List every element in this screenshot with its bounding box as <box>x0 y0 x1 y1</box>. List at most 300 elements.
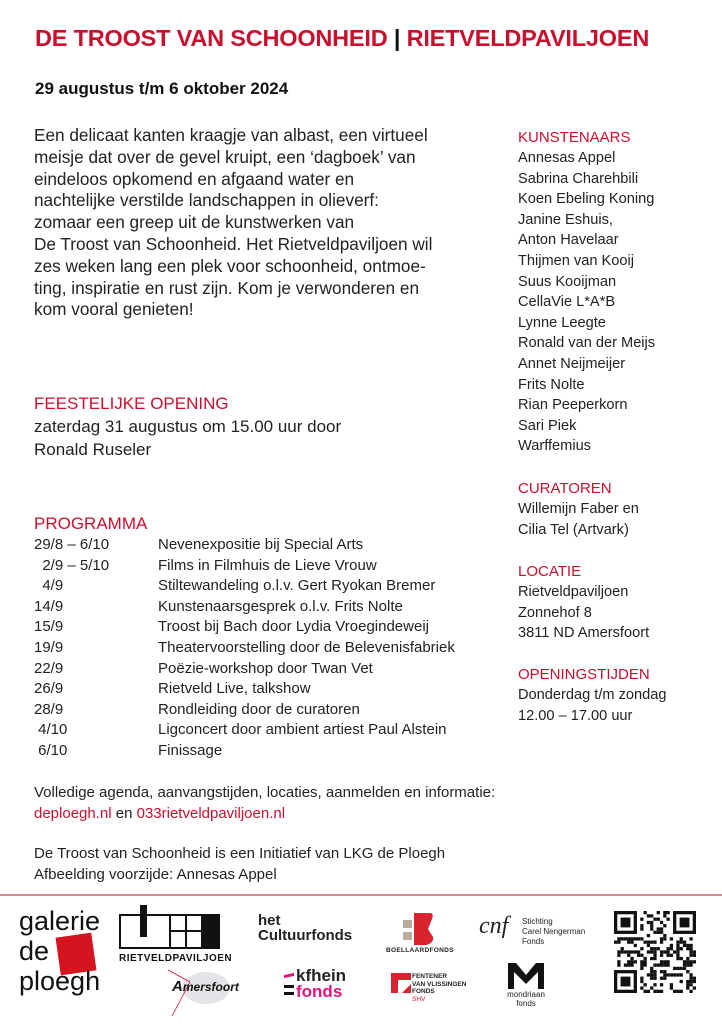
qr-module <box>653 957 656 960</box>
intro-line: nachtelijke verstilde landschappen in olieverf: <box>34 190 379 211</box>
qr-module <box>680 957 683 960</box>
logo-word: ploegh <box>19 966 101 996</box>
qr-module <box>663 950 666 953</box>
qr-module <box>650 973 653 976</box>
programma-date: 14/9 <box>34 597 64 615</box>
logo-word: Cultuurfonds <box>258 927 353 944</box>
amersfoort-logo <box>172 978 239 995</box>
qr-module <box>647 950 650 953</box>
logo-word: SHV <box>412 995 426 1003</box>
qr-module <box>676 941 679 944</box>
qr-module <box>660 983 663 986</box>
qr-module <box>627 960 630 963</box>
programma-row <box>34 741 455 762</box>
logo-word: mondriaan <box>507 990 545 999</box>
logo-word: Stichting <box>522 917 553 926</box>
qr-module <box>673 973 676 976</box>
sidebar-curatoren <box>518 479 718 540</box>
qr-module <box>637 937 640 940</box>
intro-line: zomaar een greep uit de kunstwerken van <box>34 212 355 233</box>
qr-module <box>650 921 653 924</box>
mondriaan-caption <box>503 990 549 1008</box>
qr-module <box>621 947 624 950</box>
qr-module <box>624 950 627 953</box>
programma-event: Nevenexpositie bij Special Arts <box>158 536 364 553</box>
qr-module <box>686 960 689 963</box>
logo-word: Carel Nengerman <box>522 927 586 936</box>
qr-module <box>647 941 650 944</box>
qr-module <box>676 954 679 957</box>
logo-word: de <box>19 936 50 966</box>
qr-module <box>689 977 692 980</box>
programma-event: Finissage <box>158 741 223 759</box>
kunstenaars-heading: KUNSTENAARS <box>518 129 631 146</box>
qr-module <box>676 950 679 953</box>
programma-row <box>34 535 455 556</box>
qr-module <box>650 986 653 989</box>
qr-module <box>650 977 653 980</box>
intro-paragraph <box>34 125 504 321</box>
qr-module <box>673 967 676 970</box>
intro-line: kom vooral genieten! <box>34 299 194 320</box>
qr-module <box>644 957 647 960</box>
opening-section <box>34 392 341 461</box>
programma-row <box>34 659 455 680</box>
qr-module <box>640 924 643 927</box>
qr-module <box>650 957 653 960</box>
qr-module <box>680 947 683 950</box>
qr-module <box>676 973 679 976</box>
qr-module <box>686 963 689 966</box>
logo-word: het <box>258 912 281 929</box>
qr-module <box>647 934 650 937</box>
sidebar-kunstenaars <box>518 128 718 457</box>
logo-word: Fonds <box>522 937 545 946</box>
qr-module <box>630 937 633 940</box>
logo-word: fonds <box>516 999 536 1008</box>
qr-module <box>670 954 673 957</box>
qr-module <box>663 963 666 966</box>
programma-event: Troost bij Bach door Lydia Vroegindeweij <box>158 618 429 636</box>
qr-module <box>676 947 679 950</box>
info-section <box>34 783 495 885</box>
qr-module <box>647 921 650 924</box>
info-links <box>34 804 495 825</box>
kfhein-dash-icon <box>284 973 294 978</box>
qr-module <box>693 980 696 983</box>
programma-event: Rondleiding door de curatoren <box>158 700 360 718</box>
boellaardfonds-mark-icon <box>400 911 436 947</box>
qr-module <box>666 960 669 963</box>
qr-module <box>663 977 666 980</box>
programma-row <box>34 700 455 721</box>
programma-row <box>34 576 455 597</box>
qr-module <box>650 947 653 950</box>
qr-module <box>647 914 650 917</box>
qr-module <box>640 918 643 921</box>
qr-module <box>693 960 696 963</box>
qr-module <box>644 990 647 993</box>
qr-module <box>627 950 630 953</box>
title-exhibition: DE TROOST VAN SCHOONHEID <box>35 25 388 51</box>
artist-name: Suus Kooijman <box>518 273 617 290</box>
qr-module <box>670 983 673 986</box>
logo-word: mersfoort <box>182 980 239 994</box>
qr-module <box>663 960 666 963</box>
qr-module <box>693 986 696 989</box>
qr-module <box>666 918 669 921</box>
qr-module <box>660 921 663 924</box>
qr-module <box>683 960 686 963</box>
qr-module <box>660 970 663 973</box>
qr-module <box>617 954 620 957</box>
qr-module <box>644 960 647 963</box>
rietveldpaviljoen-caption: RIETVELDPAVILJOEN <box>119 953 233 964</box>
qr-module <box>683 944 686 947</box>
artist-name: CellaVie L*A*B <box>518 294 616 311</box>
qr-module <box>627 954 630 957</box>
qr-module <box>686 944 689 947</box>
kfhein-bar-icon <box>284 985 294 988</box>
qr-module <box>621 918 631 928</box>
link-deploegh[interactable]: deploegh.nl <box>34 804 112 822</box>
qr-module <box>666 973 669 976</box>
qr-module <box>689 947 692 950</box>
qr-module <box>653 973 656 976</box>
mondriaan-mark-icon <box>507 962 545 990</box>
qr-module <box>657 931 660 934</box>
qr-module <box>627 937 630 940</box>
programma-list <box>34 535 455 762</box>
artist-name: Rian Peeperkorn <box>518 397 628 414</box>
kfhein-bar-icon <box>284 992 294 995</box>
artist-name: Annesas Appel <box>518 150 616 166</box>
qr-module <box>689 950 692 953</box>
qr-module <box>680 973 683 976</box>
qr-module <box>666 954 669 957</box>
qr-module <box>670 947 673 950</box>
title-separator: | <box>393 25 401 51</box>
qr-module <box>689 960 692 963</box>
qr-module <box>640 947 643 950</box>
exhibition-dates: 29 augustus t/m 6 oktober 2024 <box>35 79 289 98</box>
kfhein-fonds-logo <box>284 968 346 1000</box>
qr-module <box>663 973 666 976</box>
qr-module <box>689 944 692 947</box>
artist-name: Frits Nolte <box>518 376 585 393</box>
qr-module <box>653 983 656 986</box>
qr-module <box>663 911 666 914</box>
link-joiner: en <box>115 804 133 822</box>
artist-name: Sari Piek <box>518 417 577 434</box>
logo-word: VAN VLISSINGEN <box>412 980 467 988</box>
location-line: Zonnehof 8 <box>518 604 592 621</box>
qr-module <box>680 980 683 983</box>
qr-module <box>630 950 633 953</box>
qr-module <box>650 967 653 970</box>
title-venue: RIETVELDPAVILJOEN <box>406 25 650 51</box>
qr-module <box>676 990 679 993</box>
qr-module <box>650 914 653 917</box>
page-title <box>35 25 649 52</box>
qr-module <box>689 954 692 957</box>
qr-module <box>666 947 669 950</box>
qr-module <box>676 944 679 947</box>
programma-row <box>34 720 455 741</box>
qr-module <box>666 911 669 914</box>
location-line: Rietveldpaviljoen <box>518 584 629 600</box>
qr-module <box>686 947 689 950</box>
logo-word: FONDS <box>412 988 435 995</box>
opening-line: zaterdag 31 augustus om 15.00 uur door <box>34 417 342 436</box>
programma-row <box>34 679 455 700</box>
programma-event: Kunstenaarsgesprek o.l.v. Frits Nolte <box>158 597 403 615</box>
intro-line: De Troost van Schoonheid. Het Rietveldpaviljoen wil <box>34 233 433 254</box>
qr-module <box>653 947 656 950</box>
qr-module <box>640 986 643 989</box>
hours-line: Donderdag t/m zondag <box>518 687 667 703</box>
qr-module <box>640 977 643 980</box>
qr-module <box>647 973 650 976</box>
artist-name: Anton Havelaar <box>518 232 619 249</box>
logo-word: galerie <box>19 906 101 936</box>
qr-module <box>660 950 663 953</box>
qr-module <box>676 967 679 970</box>
qr-module <box>660 937 663 940</box>
qr-module <box>637 954 640 957</box>
qr-module <box>650 941 653 944</box>
qr-module <box>686 957 689 960</box>
logo-letter: A <box>172 978 183 995</box>
qr-module <box>640 980 643 983</box>
programma-date: 26/9 <box>34 680 64 698</box>
intro-line: meisje dat over de gevel kruipt, een ‘dagboek’ van <box>34 146 416 167</box>
programma-event: Rietveld Live, talkshow <box>158 680 311 698</box>
qr-module <box>630 960 633 963</box>
qr-module <box>670 937 673 940</box>
programma-row <box>34 597 455 618</box>
qr-module <box>650 970 653 973</box>
sidebar-openingstijden <box>518 665 718 726</box>
qr-module <box>637 950 640 953</box>
qr-module <box>617 950 620 953</box>
qr-module <box>683 941 686 944</box>
programma-date: 19/9 <box>34 638 64 656</box>
qr-module <box>644 911 647 914</box>
qr-module <box>617 937 620 940</box>
qr-module <box>693 950 696 953</box>
qr-module <box>653 941 656 944</box>
qr-module <box>689 973 692 976</box>
qr-module <box>630 963 633 966</box>
qr-module <box>653 970 656 973</box>
qr-module <box>657 911 660 914</box>
qr-module <box>650 924 653 927</box>
qr-module <box>663 914 666 917</box>
qr-module <box>627 963 630 966</box>
qr-module <box>680 990 683 993</box>
artist-name: Ronald van der Meijs <box>518 335 656 352</box>
qr-module <box>657 963 660 966</box>
programma-date: 2/9 – 5/10 <box>34 556 110 574</box>
qr-module <box>617 963 620 966</box>
qr-module <box>657 947 660 950</box>
rietveldpaviljoen-logo-icon <box>119 903 221 951</box>
qr-module <box>650 950 653 953</box>
opening-heading: FEESTELIJKE OPENING <box>34 394 229 413</box>
artist-name: Thijmen van Kooij <box>518 252 634 269</box>
hours-line: 12.00 – 17.00 uur <box>518 707 633 724</box>
galerie-de-ploegh-logo <box>19 906 100 996</box>
qr-module <box>644 983 647 986</box>
qr-module <box>689 937 692 940</box>
curator-line: Cilia Tel (Artvark) <box>518 521 629 538</box>
intro-line: zes weken lang een plek voor schoonheid, ontmoe- <box>34 255 426 276</box>
qr-module <box>660 931 663 934</box>
artist-name: Sabrina Charehbili <box>518 170 639 187</box>
qr-module <box>670 944 673 947</box>
qr-module <box>653 990 656 993</box>
openingstijden-heading: OPENINGSTIJDEN <box>518 666 650 683</box>
qr-module <box>670 986 673 989</box>
qr-module <box>657 927 660 930</box>
qr-module <box>617 941 620 944</box>
qr-module <box>657 990 660 993</box>
qr-module <box>640 954 643 957</box>
qr-module <box>663 937 666 940</box>
programma-section <box>34 512 455 762</box>
qr-module <box>686 970 689 973</box>
qr-module <box>666 950 669 953</box>
artist-list <box>518 148 718 457</box>
qr-module <box>680 941 683 944</box>
qr-module <box>660 963 663 966</box>
programma-row <box>34 556 455 577</box>
programma-date: 4/10 <box>34 721 68 739</box>
qr-module <box>653 963 656 966</box>
qr-module <box>634 960 637 963</box>
qr-module <box>660 927 663 930</box>
artist-name: Lynne Leegte <box>518 314 606 331</box>
qr-module <box>666 963 669 966</box>
logo-word: FENTENER <box>412 973 448 980</box>
qr-module <box>660 941 663 944</box>
locatie-heading: LOCATIE <box>518 563 582 580</box>
qr-module <box>634 944 637 947</box>
programma-date: 4/9 <box>34 577 64 595</box>
qr-module <box>614 941 617 944</box>
qr-module <box>653 977 656 980</box>
qr-module <box>621 950 624 953</box>
programma-event: Ligconcert door ambient artiest Paul Alstein <box>158 721 447 739</box>
fentener-mark-icon <box>390 972 412 994</box>
location-line: 3811 ND Amersfoort <box>518 625 650 642</box>
programma-date: 15/9 <box>34 618 64 636</box>
artist-name: Koen Ebeling Koning <box>518 191 655 208</box>
qr-code-icon[interactable] <box>614 911 696 993</box>
qr-module <box>680 967 683 970</box>
logo-word: fonds <box>296 982 343 1001</box>
programma-row <box>34 617 455 638</box>
qr-module <box>630 957 633 960</box>
qr-module <box>634 937 637 940</box>
qr-module <box>680 918 690 928</box>
qr-module <box>657 918 660 921</box>
qr-module <box>627 941 630 944</box>
link-rietveldpaviljoen[interactable]: 033rietveldpaviljoen.nl <box>136 804 286 822</box>
qr-module <box>653 954 656 957</box>
qr-module <box>640 967 643 970</box>
artist-name: Janine Eshuis, <box>518 211 613 228</box>
opening-line: Ronald Ruseler <box>34 440 152 459</box>
cnf-mark: cnf <box>479 913 509 939</box>
programma-event: Theatervoorstelling door de Belevenisfabriek <box>158 638 455 656</box>
intro-line: ting, inspiratie en rust zijn. Kom je verwonderen en <box>34 277 420 298</box>
intro-line: Een delicaat kanten kraagje van albast, een virtueel <box>34 125 428 145</box>
qr-module <box>686 986 689 989</box>
curatoren-heading: CURATOREN <box>518 480 612 497</box>
qr-module <box>640 963 643 966</box>
programma-date: 28/9 <box>34 700 64 718</box>
artist-name: Warffemius <box>518 438 591 455</box>
artist-name: Annet Neijmeijer <box>518 355 626 372</box>
qr-module <box>693 954 696 957</box>
qr-module <box>640 937 643 940</box>
qr-module <box>689 980 692 983</box>
sidebar-locatie <box>518 562 718 644</box>
qr-module <box>634 950 637 953</box>
qr-module <box>653 931 656 934</box>
intro-line: eindeloos opkomend en afgaand water en <box>34 168 355 189</box>
qr-module <box>650 927 653 930</box>
qr-module <box>676 957 679 960</box>
programma-event: Films in Filmhuis de Lieve Vrouw <box>158 556 377 574</box>
cultuurfonds-logo <box>258 913 352 943</box>
info-line: Volledige agenda, aanvangstijden, locaties, aanmelden en informatie: <box>34 784 496 801</box>
programma-date: 6/10 <box>34 741 68 759</box>
qr-module <box>686 980 689 983</box>
boellaardfonds-caption: BOELLAARDFONDS <box>386 947 454 954</box>
qr-module <box>644 941 647 944</box>
qr-module <box>647 944 650 947</box>
qr-module <box>663 934 666 937</box>
qr-module <box>624 963 627 966</box>
qr-module <box>630 941 633 944</box>
qr-module <box>660 960 663 963</box>
programma-event: Poëzie-workshop door Twan Vet <box>158 659 373 677</box>
qr-module <box>689 983 692 986</box>
programma-event: Stiltewandeling o.l.v. Gert Ryokan Bremer <box>158 577 436 595</box>
qr-module <box>653 950 656 953</box>
footer-divider <box>0 894 722 896</box>
qr-module <box>624 937 627 940</box>
qr-module <box>621 937 624 940</box>
fentener-caption <box>412 973 466 1003</box>
programma-row <box>34 638 455 659</box>
qr-module <box>660 954 663 957</box>
credit-line: Afbeelding voorzijde: Annesas Appel <box>34 865 277 883</box>
qr-module <box>640 927 643 930</box>
qr-module <box>689 963 692 966</box>
qr-module <box>680 937 683 940</box>
qr-module <box>673 950 676 953</box>
cnf-caption <box>522 917 585 947</box>
qr-module <box>621 977 631 987</box>
logo-word: kfhein <box>296 966 347 985</box>
qr-module <box>660 977 663 980</box>
qr-module <box>644 963 647 966</box>
qr-module <box>660 990 663 993</box>
